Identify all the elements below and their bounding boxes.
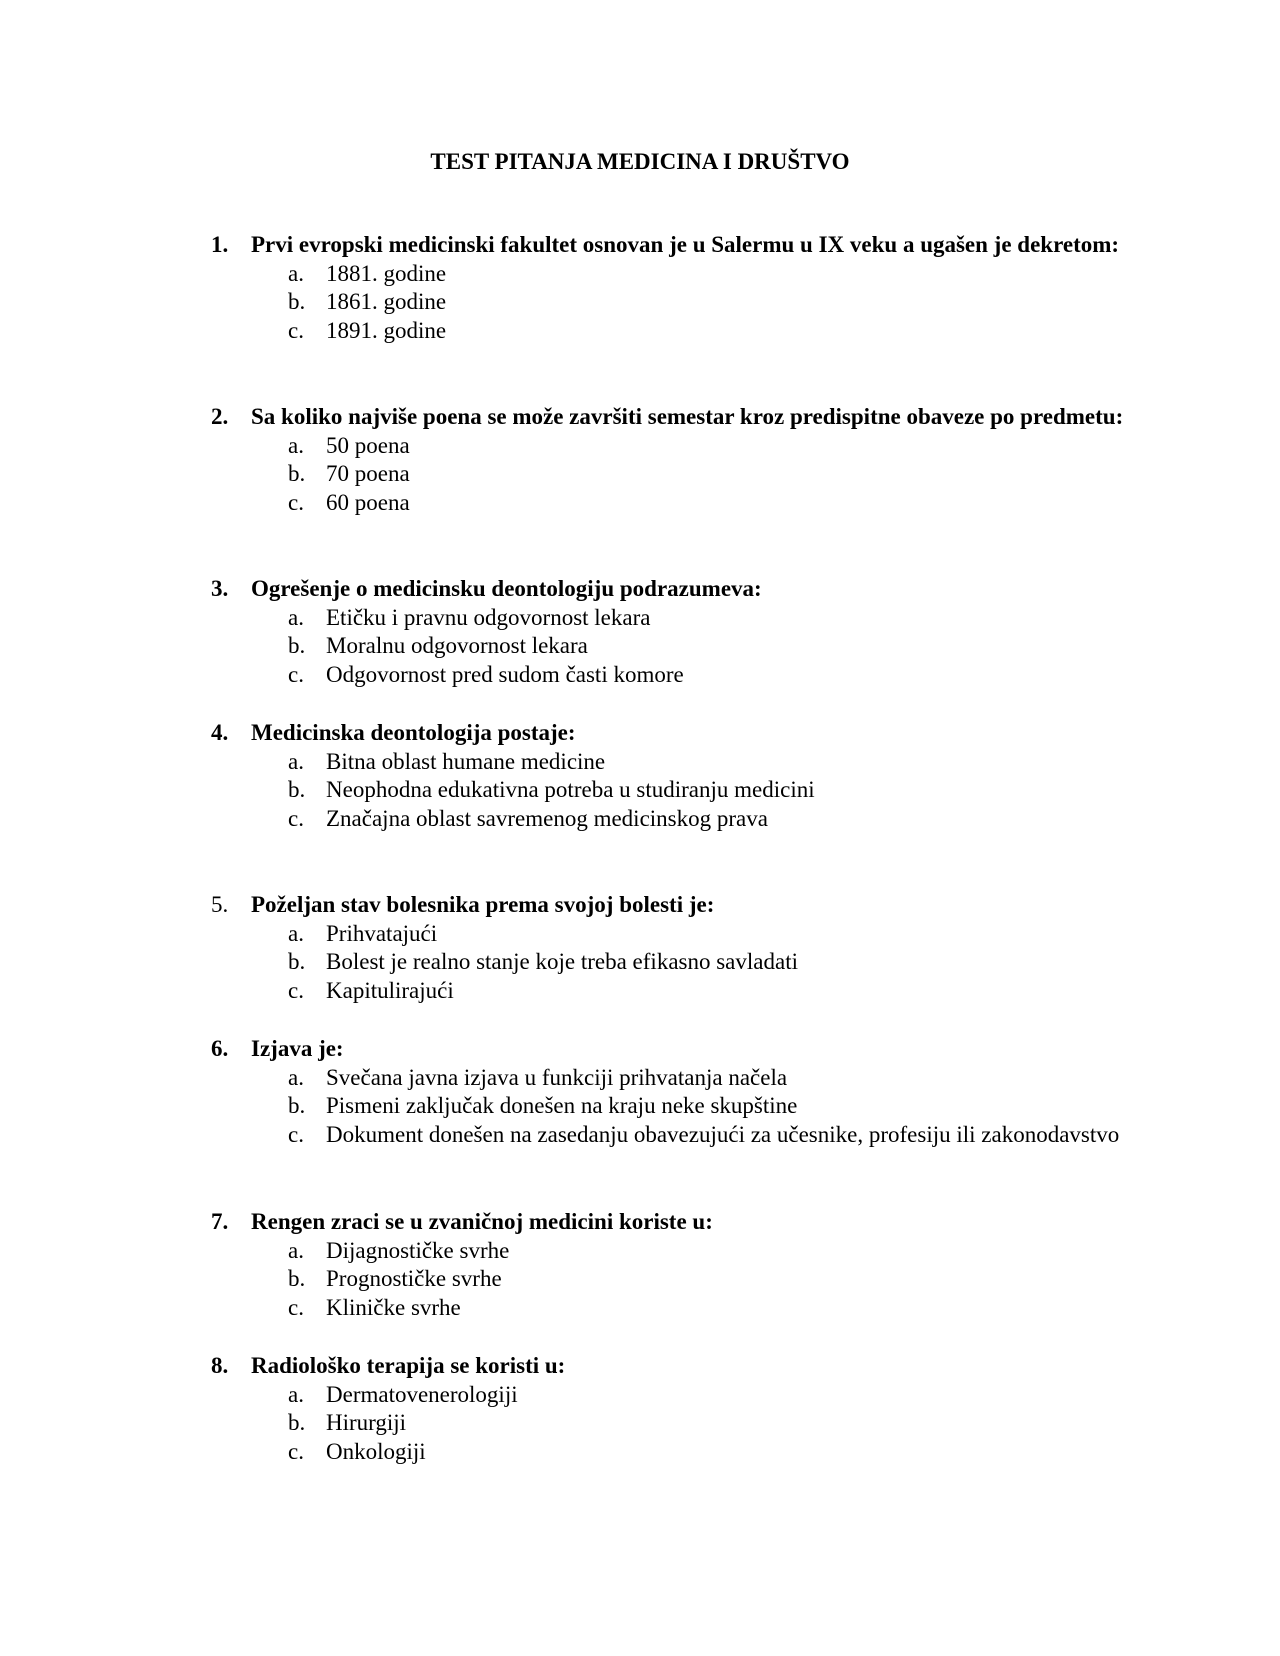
option-letter: c. xyxy=(288,1438,304,1464)
option-text: Onkologiji xyxy=(326,1438,426,1464)
answer-option xyxy=(211,489,1161,518)
question-7 xyxy=(211,1208,1161,1322)
question-number: 4. xyxy=(211,720,229,745)
question-header xyxy=(211,1352,1161,1381)
question-number: 2. xyxy=(211,404,229,429)
question-number: 6. xyxy=(211,1036,229,1061)
option-letter: b. xyxy=(288,1093,306,1118)
question-4 xyxy=(211,719,1161,833)
question-5 xyxy=(211,891,1161,1005)
question-text: Poželjan stav bolesnika prema svojoj bolesti je: xyxy=(251,892,715,917)
answer-option xyxy=(211,288,1161,317)
option-letter: b. xyxy=(288,949,306,974)
option-letter: c. xyxy=(288,977,304,1003)
answer-option xyxy=(211,260,1161,289)
option-letter: a. xyxy=(288,748,304,774)
option-letter: a. xyxy=(288,604,304,630)
option-letter: a. xyxy=(288,432,304,458)
answer-option xyxy=(211,1294,1161,1323)
option-letter: c. xyxy=(288,317,304,343)
answer-option xyxy=(211,920,1161,949)
question-header xyxy=(211,891,1161,920)
answer-option xyxy=(211,1409,1161,1438)
answer-option xyxy=(211,748,1161,777)
option-letter: b. xyxy=(288,461,306,486)
question-text: Izjava je: xyxy=(251,1036,344,1061)
option-letter: b. xyxy=(288,1266,306,1291)
option-text: 70 poena xyxy=(326,461,410,486)
option-text: Kapitulirajući xyxy=(326,977,454,1003)
option-letter: c. xyxy=(288,1121,304,1147)
answer-option xyxy=(211,1381,1161,1410)
option-letter: a. xyxy=(288,920,304,946)
question-3 xyxy=(211,575,1161,689)
option-text: 50 poena xyxy=(326,432,410,458)
option-text: Kliničke svrhe xyxy=(326,1294,461,1320)
option-text: Prognostičke svrhe xyxy=(326,1266,502,1291)
question-header xyxy=(211,403,1161,432)
option-text: Bitna oblast humane medicine xyxy=(326,748,606,774)
answer-option xyxy=(211,776,1161,805)
option-text: Svečana javna izjava u funkciji prihvatanja načela xyxy=(326,1064,788,1090)
option-letter: c. xyxy=(288,805,304,831)
answer-option xyxy=(211,1064,1161,1093)
option-text: Etičku i pravnu odgovornost lekara xyxy=(326,604,651,630)
answer-option xyxy=(211,805,1161,834)
question-number: 1. xyxy=(211,232,229,257)
answer-option xyxy=(211,977,1161,1006)
option-letter: b. xyxy=(288,777,306,802)
answer-option xyxy=(211,604,1161,633)
option-text: Značajna oblast savremenog medicinskog prava xyxy=(326,805,768,831)
answer-option xyxy=(211,1265,1161,1294)
question-6 xyxy=(211,1035,1161,1149)
option-text: Hirurgiji xyxy=(326,1410,407,1435)
option-letter: b. xyxy=(288,289,306,314)
answer-option xyxy=(211,460,1161,489)
option-text: Bolest je realno stanje koje treba efikasno savladati xyxy=(326,949,798,974)
answer-option xyxy=(211,432,1161,461)
question-text: Prvi evropski medicinski fakultet osnovan je u Salermu u IX veku a ugašen je dekretom: xyxy=(251,232,1120,257)
option-letter: a. xyxy=(288,1064,304,1090)
option-text: Moralnu odgovornost lekara xyxy=(326,633,588,658)
question-text: Ogrešenje o medicinsku deontologiju podrazumeva: xyxy=(251,576,762,601)
answer-option xyxy=(211,1092,1161,1121)
question-header xyxy=(211,1208,1161,1237)
option-text: Dijagnostičke svrhe xyxy=(326,1237,510,1263)
answer-option xyxy=(211,948,1161,977)
question-number: 7. xyxy=(211,1209,229,1234)
option-letter: c. xyxy=(288,1294,304,1320)
option-text: Dokument donešen na zasedanju obavezujući za učesnike, profesiju ili zakonodavstvo xyxy=(326,1121,1120,1147)
answer-option xyxy=(211,632,1161,661)
option-letter: a. xyxy=(288,1237,304,1263)
document-title: TEST PITANJA MEDICINA I DRUŠTVO xyxy=(430,149,850,174)
option-letter: b. xyxy=(288,1410,306,1435)
answer-option xyxy=(211,1237,1161,1266)
question-number: 3. xyxy=(211,576,229,601)
question-text: Rengen zraci se u zvaničnoj medicini koriste u: xyxy=(251,1209,713,1234)
option-text: Pismeni zaključak donešen na kraju neke skupštine xyxy=(326,1093,798,1118)
question-number: 5. xyxy=(211,892,229,917)
option-text: 60 poena xyxy=(326,489,410,515)
question-header xyxy=(211,719,1161,748)
option-text: 1881. godine xyxy=(326,260,447,286)
option-letter: b. xyxy=(288,633,306,658)
option-letter: c. xyxy=(288,489,304,515)
question-text: Sa koliko najviše poena se može završiti semestar kroz predispitne obaveze po predmetu: xyxy=(251,404,1124,429)
answer-option xyxy=(211,1121,1161,1150)
question-number: 8. xyxy=(211,1353,229,1378)
answer-option xyxy=(211,661,1161,690)
option-letter: a. xyxy=(288,1381,304,1407)
option-text: Dermatovenerologiji xyxy=(326,1381,518,1407)
option-text: Odgovornost pred sudom časti komore xyxy=(326,661,684,687)
option-text: 1891. godine xyxy=(326,317,447,343)
answer-option xyxy=(211,317,1161,346)
question-text: Radiološko terapija se koristi u: xyxy=(251,1353,566,1378)
question-1 xyxy=(211,231,1161,345)
option-letter: c. xyxy=(288,661,304,687)
answer-option xyxy=(211,1438,1161,1467)
question-text: Medicinska deontologija postaje: xyxy=(251,720,576,745)
question-header xyxy=(211,1035,1161,1064)
question-2 xyxy=(211,403,1161,517)
option-text: Neophodna edukativna potreba u studiranju medicini xyxy=(326,777,815,802)
question-header xyxy=(211,575,1161,604)
question-header xyxy=(211,231,1161,260)
option-letter: a. xyxy=(288,260,304,286)
question-8 xyxy=(211,1352,1161,1466)
option-text: Prihvatajući xyxy=(326,920,438,946)
option-text: 1861. godine xyxy=(326,289,447,314)
